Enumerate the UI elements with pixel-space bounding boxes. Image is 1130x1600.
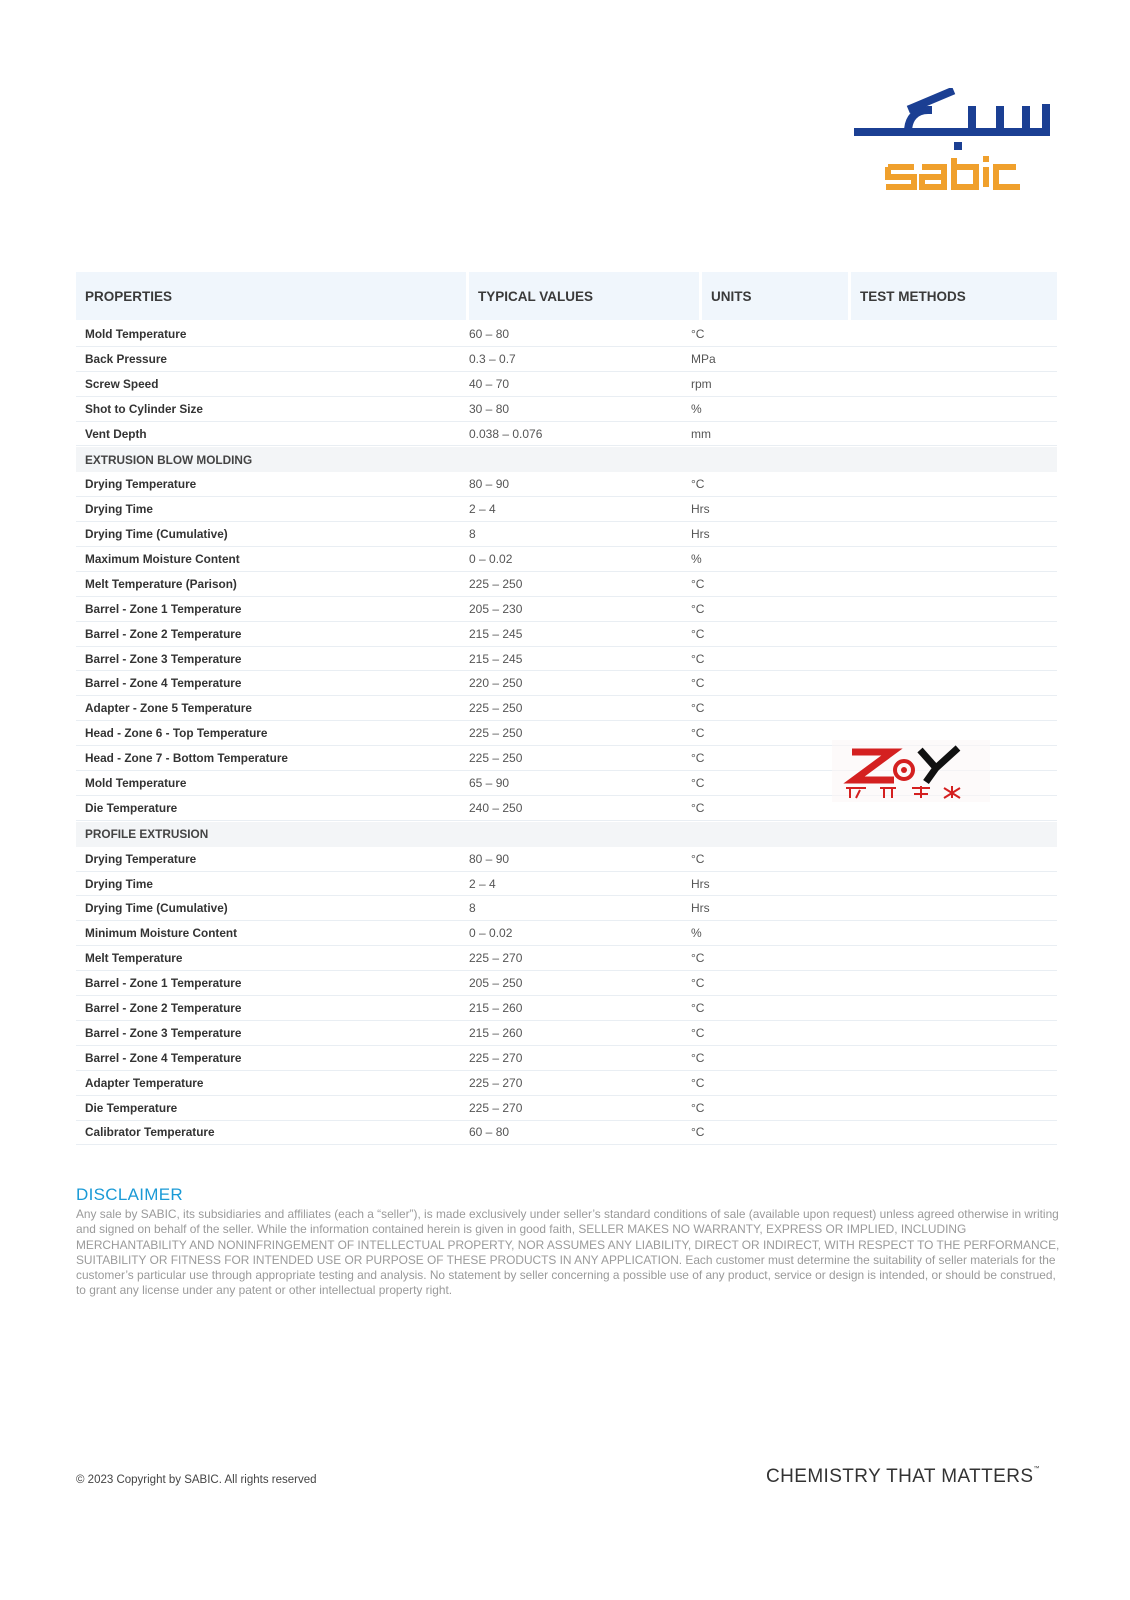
table-row: [76, 1121, 1057, 1146]
table-row: [76, 647, 1057, 672]
header-typical-values: TYPICAL VALUES: [469, 272, 699, 320]
value-cell: 0 – 0.02: [469, 551, 513, 566]
property-cell: Drying Time (Cumulative): [85, 901, 228, 916]
unit-cell: °C: [691, 951, 705, 966]
unit-cell: °C: [691, 701, 705, 716]
value-cell: 30 – 80: [469, 401, 510, 416]
table-row: [76, 1046, 1057, 1071]
value-cell: 225 – 250: [469, 726, 523, 741]
property-cell: Maximum Moisture Content: [85, 551, 240, 566]
table-row: [76, 522, 1057, 547]
unit-cell: °C: [691, 800, 705, 815]
section-extrusion-blow-molding: EXTRUSION BLOW MOLDING: [76, 447, 1057, 472]
tagline-text: CHEMISTRY THAT MATTERS: [766, 1466, 1034, 1487]
property-cell: Mold Temperature: [85, 326, 187, 341]
value-cell: 0.3 – 0.7: [469, 351, 516, 366]
table-row: [76, 497, 1057, 522]
table-row: [76, 347, 1057, 372]
property-cell: Drying Time: [85, 502, 153, 517]
table-row: [76, 322, 1057, 347]
property-cell: Barrel - Zone 2 Temperature: [85, 1000, 242, 1015]
property-cell: Minimum Moisture Content: [85, 926, 238, 941]
value-cell: 80 – 90: [469, 477, 510, 492]
property-cell: Barrel - Zone 3 Temperature: [85, 651, 242, 666]
value-cell: 225 – 270: [469, 951, 523, 966]
unit-cell: °C: [691, 651, 705, 666]
table-row: [76, 896, 1057, 921]
unit-cell: °C: [691, 1075, 705, 1090]
value-cell: 205 – 230: [469, 601, 523, 616]
property-cell: Mold Temperature: [85, 775, 187, 790]
table-row: [76, 1096, 1057, 1121]
properties-table: [76, 272, 1057, 1145]
value-cell: 65 – 90: [469, 775, 510, 790]
value-cell: 215 – 260: [469, 1025, 523, 1040]
value-cell: 225 – 250: [469, 751, 523, 766]
unit-cell: %: [691, 926, 702, 941]
unit-cell: °C: [691, 1125, 705, 1140]
trademark-mark: ™: [1033, 1466, 1040, 1472]
table-row: [76, 422, 1057, 447]
table-row: [76, 1071, 1057, 1096]
table-row: [76, 547, 1057, 572]
table-header: [76, 272, 1057, 320]
value-cell: 8: [469, 527, 476, 542]
value-cell: 40 – 70: [469, 376, 510, 391]
property-cell: Drying Time (Cumulative): [85, 527, 228, 542]
disclaimer-text: Any sale by SABIC, its subsidiaries and affiliates (each a “seller”), is made exclusively under seller’s standard conditions of sale (available upon request) unless agreed otherwise in writing and signed on behalf of the seller. While the information contained herein is given in good faith, SELLER MAKES NO WARRANTY, EXPRESS OR IMPLIED, INCLUDING MERCHANTABILITY AND NONINFRINGEMENT OF INTELLECTUAL PROPERTY, NOR ASSUMES ANY LIABILITY, DIRECT OR INDIRECT, WITH RESPECT TO THE PERFORMANCE, SUITABILITY OR FITNESS FOR INTENDED USE OR PURPOSE OF THESE PRODUCTS IN ANY APPLICATION. Each customer must determine the suitability of seller materials for the customer’s particular use through appropriate testing and analysis. No statement by seller concerning a possible use of any product, service or design is intended, or should be construed, to grant any license under any patent or other intellectual property right.: [76, 1207, 1060, 1298]
table-row: [76, 847, 1057, 872]
table-row: [76, 946, 1057, 971]
property-cell: Barrel - Zone 2 Temperature: [85, 626, 242, 641]
unit-cell: °C: [691, 626, 705, 641]
unit-cell: °C: [691, 726, 705, 741]
property-cell: Drying Temperature: [85, 851, 197, 866]
property-cell: Melt Temperature: [85, 951, 183, 966]
property-cell: Drying Time: [85, 876, 153, 891]
unit-cell: °C: [691, 1025, 705, 1040]
table-row: [76, 872, 1057, 897]
section-profile-extrusion: PROFILE EXTRUSION: [76, 822, 1057, 847]
property-cell: Melt Temperature (Parison): [85, 576, 237, 591]
profile-extrusion-rows: [76, 847, 1057, 1146]
unit-cell: °C: [691, 775, 705, 790]
header-properties: PROPERTIES: [76, 272, 466, 320]
value-cell: 60 – 80: [469, 1125, 510, 1140]
zy-stamp-watermark: [832, 740, 990, 802]
table-row: [76, 597, 1057, 622]
injection-molding-rows: [76, 322, 1057, 446]
table-row: [76, 671, 1057, 696]
unit-cell: Hrs: [691, 901, 710, 916]
copyright-notice: © 2023 Copyright by SABIC. All rights reserved: [76, 1474, 317, 1486]
value-cell: 0.038 – 0.076: [469, 426, 543, 441]
table-row: [76, 1021, 1057, 1046]
value-cell: 0 – 0.02: [469, 926, 513, 941]
table-row: [76, 971, 1057, 996]
property-cell: Head - Zone 6 - Top Temperature: [85, 726, 268, 741]
property-cell: Head - Zone 7 - Bottom Temperature: [85, 751, 288, 766]
value-cell: 225 – 270: [469, 1050, 523, 1065]
value-cell: 80 – 90: [469, 851, 510, 866]
unit-cell: °C: [691, 1050, 705, 1065]
value-cell: 2 – 4: [469, 502, 496, 517]
property-cell: Barrel - Zone 4 Temperature: [85, 1050, 242, 1065]
table-row: [76, 572, 1057, 597]
value-cell: 225 – 250: [469, 701, 523, 716]
unit-cell: rpm: [691, 376, 712, 391]
property-cell: Screw Speed: [85, 376, 159, 391]
value-cell: 225 – 270: [469, 1100, 523, 1115]
value-cell: 225 – 250: [469, 576, 523, 591]
value-cell: 60 – 80: [469, 326, 510, 341]
unit-cell: %: [691, 551, 702, 566]
unit-cell: °C: [691, 1000, 705, 1015]
value-cell: 215 – 245: [469, 626, 523, 641]
property-cell: Barrel - Zone 1 Temperature: [85, 601, 242, 616]
unit-cell: Hrs: [691, 876, 710, 891]
unit-cell: MPa: [691, 351, 716, 366]
value-cell: 215 – 245: [469, 651, 523, 666]
unit-cell: °C: [691, 477, 705, 492]
property-cell: Drying Temperature: [85, 477, 197, 492]
value-cell: 215 – 260: [469, 1000, 523, 1015]
unit-cell: °C: [691, 601, 705, 616]
unit-cell: °C: [691, 851, 705, 866]
value-cell: 220 – 250: [469, 676, 523, 691]
property-cell: Back Pressure: [85, 351, 167, 366]
unit-cell: °C: [691, 576, 705, 591]
table-row: [76, 996, 1057, 1021]
table-row: [76, 921, 1057, 946]
table-row: [76, 397, 1057, 422]
property-cell: Calibrator Temperature: [85, 1125, 215, 1140]
unit-cell: °C: [691, 676, 705, 691]
value-cell: 205 – 250: [469, 976, 523, 991]
property-cell: Die Temperature: [85, 1100, 178, 1115]
property-cell: Barrel - Zone 4 Temperature: [85, 676, 242, 691]
value-cell: 8: [469, 901, 476, 916]
sabic-logo: [850, 88, 1060, 198]
value-cell: 225 – 270: [469, 1075, 523, 1090]
table-row: [76, 372, 1057, 397]
value-cell: 2 – 4: [469, 876, 496, 891]
property-cell: Barrel - Zone 1 Temperature: [85, 976, 242, 991]
unit-cell: mm: [691, 426, 711, 441]
header-units: UNITS: [702, 272, 848, 320]
value-cell: 240 – 250: [469, 800, 523, 815]
table-row: [76, 472, 1057, 497]
unit-cell: °C: [691, 326, 705, 341]
unit-cell: Hrs: [691, 527, 710, 542]
table-row: [76, 622, 1057, 647]
property-cell: Shot to Cylinder Size: [85, 401, 203, 416]
header-test-methods: TEST METHODS: [851, 272, 1057, 320]
unit-cell: °C: [691, 751, 705, 766]
unit-cell: °C: [691, 1100, 705, 1115]
unit-cell: Hrs: [691, 502, 710, 517]
disclaimer-title: DISCLAIMER: [76, 1185, 183, 1204]
table-row: [76, 696, 1057, 721]
property-cell: Adapter - Zone 5 Temperature: [85, 701, 252, 716]
tagline: [766, 1466, 1040, 1488]
property-cell: Vent Depth: [85, 426, 147, 441]
unit-cell: %: [691, 401, 702, 416]
property-cell: Die Temperature: [85, 800, 178, 815]
property-cell: Barrel - Zone 3 Temperature: [85, 1025, 242, 1040]
unit-cell: °C: [691, 976, 705, 991]
property-cell: Adapter Temperature: [85, 1075, 204, 1090]
